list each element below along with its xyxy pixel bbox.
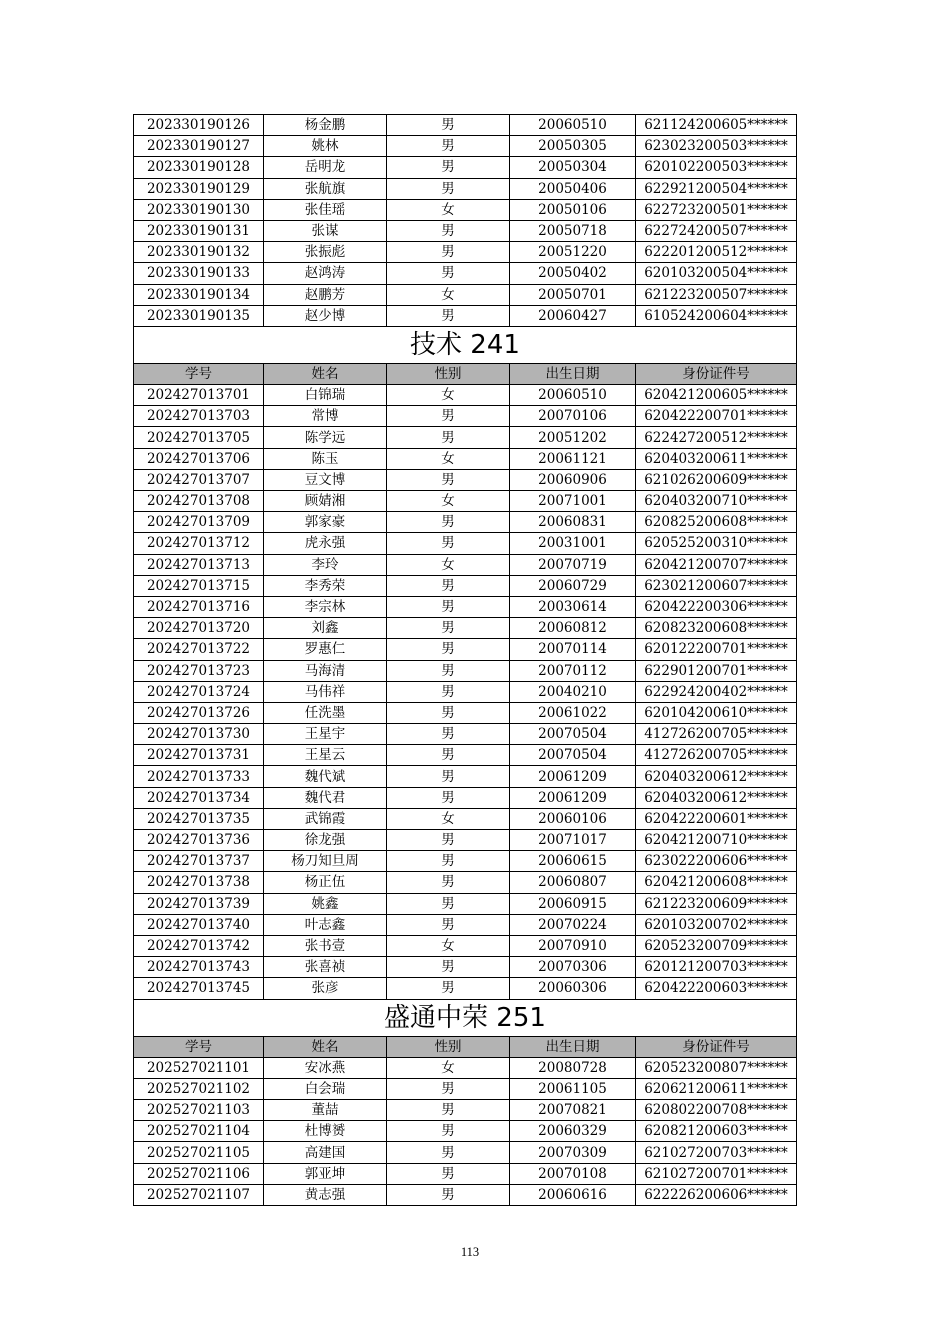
gender-cell: 男 [387,639,510,660]
gender-cell: 男 [387,1184,510,1205]
gender-cell: 男 [387,136,510,157]
birth-date-cell: 20060831 [510,512,636,533]
birth-date-cell: 20050406 [510,178,636,199]
student-id-cell: 202427013707 [134,469,264,490]
name-cell: 王星宇 [264,724,387,745]
gender-cell: 男 [387,702,510,723]
gender-cell: 男 [387,1142,510,1163]
gender-cell: 男 [387,787,510,808]
id-number-cell: 620403200710****** [636,491,797,512]
student-id-cell: 202427013712 [134,533,264,554]
table-row [134,935,797,956]
name-cell: 张喜祯 [264,957,387,978]
gender-cell: 男 [387,1121,510,1142]
table-header-row [134,1036,797,1057]
student-id-cell: 202427013724 [134,681,264,702]
id-number-cell: 620403200612****** [636,787,797,808]
id-number-cell: 620403200612****** [636,766,797,787]
birth-date-cell: 20061022 [510,702,636,723]
table-row [134,115,797,136]
name-cell: 陈学远 [264,427,387,448]
birth-date-cell: 20061121 [510,448,636,469]
student-id-cell: 202427013716 [134,596,264,617]
birth-date-cell: 20071001 [510,491,636,512]
id-number-cell: 622924200402****** [636,681,797,702]
student-id-cell: 202427013701 [134,385,264,406]
id-number-cell: 620403200611****** [636,448,797,469]
birth-date-cell: 20061105 [510,1078,636,1099]
birth-date-cell: 20070224 [510,914,636,935]
gender-cell: 男 [387,575,510,596]
name-cell: 安冰燕 [264,1057,387,1078]
student-id-cell: 202427013706 [134,448,264,469]
name-cell: 马伟祥 [264,681,387,702]
birth-date-cell: 20050718 [510,220,636,241]
gender-cell: 男 [387,469,510,490]
birth-date-cell: 20060729 [510,575,636,596]
gender-cell: 女 [387,448,510,469]
birth-date-cell: 20070504 [510,745,636,766]
student-id-cell: 202427013726 [134,702,264,723]
id-number-cell: 620422200306****** [636,596,797,617]
gender-cell: 男 [387,681,510,702]
column-header: 身份证件号 [636,1036,797,1057]
table-row [134,178,797,199]
birth-date-cell: 20050402 [510,263,636,284]
column-header: 出生日期 [510,1036,636,1057]
table-row [134,427,797,448]
birth-date-cell: 20060807 [510,872,636,893]
table-row [134,1121,797,1142]
id-number-cell: 620422200601****** [636,808,797,829]
id-number-cell: 621124200605****** [636,115,797,136]
birth-date-cell: 20071017 [510,830,636,851]
birth-date-cell: 20060915 [510,893,636,914]
gender-cell: 男 [387,596,510,617]
name-cell: 杨正伍 [264,872,387,893]
table-row [134,724,797,745]
id-number-cell: 620421200707****** [636,554,797,575]
id-number-cell: 620421200608****** [636,872,797,893]
table-row [134,533,797,554]
name-cell: 虎永强 [264,533,387,554]
name-cell: 赵少博 [264,305,387,326]
student-id-cell: 202330190135 [134,305,264,326]
id-number-cell: 622427200512****** [636,427,797,448]
column-header: 出生日期 [510,363,636,384]
birth-date-cell: 20050701 [510,284,636,305]
id-number-cell: 610524200604****** [636,305,797,326]
birth-date-cell: 20050305 [510,136,636,157]
id-number-cell: 620121200703****** [636,957,797,978]
id-number-cell: 621026200609****** [636,469,797,490]
table-row [134,618,797,639]
table-row [134,596,797,617]
name-cell: 魏代君 [264,787,387,808]
student-id-cell: 202427013720 [134,618,264,639]
column-header: 性别 [387,363,510,384]
name-cell: 张振彪 [264,242,387,263]
gender-cell: 男 [387,178,510,199]
birth-date-cell: 20070910 [510,935,636,956]
column-header: 姓名 [264,1036,387,1057]
id-number-cell: 620103200702****** [636,914,797,935]
gender-cell: 男 [387,427,510,448]
gender-cell: 女 [387,199,510,220]
birth-date-cell: 20080728 [510,1057,636,1078]
birth-date-cell: 20070504 [510,724,636,745]
gender-cell: 女 [387,1057,510,1078]
gender-cell: 男 [387,533,510,554]
id-number-cell: 622724200507****** [636,220,797,241]
id-number-cell: 620823200608****** [636,618,797,639]
name-cell: 杨金鹏 [264,115,387,136]
name-cell: 常博 [264,406,387,427]
birth-date-cell: 20060510 [510,385,636,406]
id-number-cell: 620102200503****** [636,157,797,178]
birth-date-cell: 20061209 [510,766,636,787]
id-number-cell: 622921200504****** [636,178,797,199]
id-number-cell: 623021200607****** [636,575,797,596]
class-section-title: 技术 241 [134,326,797,363]
student-id-cell: 202330190133 [134,263,264,284]
table-row [134,872,797,893]
id-number-cell: 622201200512****** [636,242,797,263]
table-row [134,787,797,808]
table-row [134,575,797,596]
name-cell: 姚林 [264,136,387,157]
name-cell: 马海清 [264,660,387,681]
table-row [134,639,797,660]
birth-date-cell: 20070821 [510,1100,636,1121]
gender-cell: 男 [387,305,510,326]
gender-cell: 男 [387,660,510,681]
id-number-cell: 620422200603****** [636,978,797,999]
id-number-cell: 620525200310****** [636,533,797,554]
class-section-title-row [134,326,797,363]
student-id-cell: 202427013745 [134,978,264,999]
table-row [134,893,797,914]
name-cell: 杨刀知旦周 [264,851,387,872]
student-id-cell: 202330190131 [134,220,264,241]
id-number-cell: 620122200701****** [636,639,797,660]
gender-cell: 男 [387,893,510,914]
name-cell: 张彦 [264,978,387,999]
id-number-cell: 620621200611****** [636,1078,797,1099]
name-cell: 叶志鑫 [264,914,387,935]
student-id-cell: 202427013743 [134,957,264,978]
student-id-cell: 202330190128 [134,157,264,178]
name-cell: 张谋 [264,220,387,241]
student-id-cell: 202330190127 [134,136,264,157]
name-cell: 陈玉 [264,448,387,469]
gender-cell: 女 [387,385,510,406]
id-number-cell: 620825200608****** [636,512,797,533]
student-id-cell: 202527021104 [134,1121,264,1142]
gender-cell: 男 [387,263,510,284]
column-header: 姓名 [264,363,387,384]
student-id-cell: 202527021106 [134,1163,264,1184]
name-cell: 黄志强 [264,1184,387,1205]
table-row [134,136,797,157]
student-id-cell: 202427013730 [134,724,264,745]
column-header: 学号 [134,363,264,384]
student-id-cell: 202427013703 [134,406,264,427]
table-row [134,745,797,766]
gender-cell: 男 [387,242,510,263]
id-number-cell: 623022200606****** [636,851,797,872]
name-cell: 徐龙强 [264,830,387,851]
name-cell: 高建国 [264,1142,387,1163]
class-section-title: 盛通中荣 251 [134,999,797,1036]
birth-date-cell: 20051220 [510,242,636,263]
id-number-cell: 620104200610****** [636,702,797,723]
id-number-cell: 620421200605****** [636,385,797,406]
gender-cell: 男 [387,957,510,978]
birth-date-cell: 20060306 [510,978,636,999]
gender-cell: 男 [387,1100,510,1121]
student-id-cell: 202427013709 [134,512,264,533]
table-row [134,830,797,851]
student-id-cell: 202427013740 [134,914,264,935]
gender-cell: 男 [387,978,510,999]
birth-date-cell: 20070306 [510,957,636,978]
name-cell: 张航旗 [264,178,387,199]
table-row [134,957,797,978]
birth-date-cell: 20030614 [510,596,636,617]
birth-date-cell: 20070108 [510,1163,636,1184]
name-cell: 武锦霞 [264,808,387,829]
name-cell: 赵鹏芳 [264,284,387,305]
id-number-cell: 622901200701****** [636,660,797,681]
id-number-cell: 621223200609****** [636,893,797,914]
column-header: 身份证件号 [636,363,797,384]
gender-cell: 女 [387,935,510,956]
gender-cell: 女 [387,808,510,829]
birth-date-cell: 20060510 [510,115,636,136]
column-header: 学号 [134,1036,264,1057]
id-number-cell: 412726200705****** [636,724,797,745]
gender-cell: 男 [387,220,510,241]
id-number-cell: 621027200703****** [636,1142,797,1163]
gender-cell: 男 [387,406,510,427]
table-row [134,1100,797,1121]
birth-date-cell: 20050106 [510,199,636,220]
student-id-cell: 202527021101 [134,1057,264,1078]
name-cell: 王星云 [264,745,387,766]
student-id-cell: 202427013739 [134,893,264,914]
birth-date-cell: 20060906 [510,469,636,490]
name-cell: 刘鑫 [264,618,387,639]
id-number-cell: 621027200701****** [636,1163,797,1184]
table-row [134,554,797,575]
table-row [134,1057,797,1078]
table-header-row [134,363,797,384]
name-cell: 杜博赟 [264,1121,387,1142]
gender-cell: 女 [387,284,510,305]
id-number-cell: 620523200709****** [636,935,797,956]
student-id-cell: 202427013737 [134,851,264,872]
gender-cell: 男 [387,851,510,872]
table-body [134,115,797,1206]
student-id-cell: 202427013713 [134,554,264,575]
gender-cell: 男 [387,1163,510,1184]
student-id-cell: 202330190132 [134,242,264,263]
birth-date-cell: 20050304 [510,157,636,178]
id-number-cell: 621223200507****** [636,284,797,305]
gender-cell: 女 [387,491,510,512]
table-row [134,305,797,326]
table-row [134,1184,797,1205]
birth-date-cell: 20070114 [510,639,636,660]
table-row [134,1163,797,1184]
table-row [134,766,797,787]
name-cell: 董喆 [264,1100,387,1121]
page-number: 113 [460,1245,480,1259]
student-id-cell: 202330190130 [134,199,264,220]
birth-date-cell: 20070309 [510,1142,636,1163]
name-cell: 姚鑫 [264,893,387,914]
id-number-cell: 622226200606****** [636,1184,797,1205]
table-row [134,512,797,533]
student-id-cell: 202427013705 [134,427,264,448]
table-row [134,681,797,702]
gender-cell: 男 [387,1078,510,1099]
birth-date-cell: 20060329 [510,1121,636,1142]
table-row [134,448,797,469]
birth-date-cell: 20070106 [510,406,636,427]
name-cell: 岳明龙 [264,157,387,178]
gender-cell: 男 [387,830,510,851]
birth-date-cell: 20060812 [510,618,636,639]
birth-date-cell: 20070112 [510,660,636,681]
student-id-cell: 202527021107 [134,1184,264,1205]
student-id-cell: 202330190129 [134,178,264,199]
gender-cell: 男 [387,157,510,178]
name-cell: 任洗墨 [264,702,387,723]
student-id-cell: 202427013735 [134,808,264,829]
student-id-cell: 202527021103 [134,1100,264,1121]
id-number-cell: 622723200501****** [636,199,797,220]
student-id-cell: 202427013736 [134,830,264,851]
table-row [134,914,797,935]
id-number-cell: 620422200701****** [636,406,797,427]
student-id-cell: 202427013722 [134,639,264,660]
gender-cell: 男 [387,115,510,136]
name-cell: 李秀荣 [264,575,387,596]
table-row [134,702,797,723]
table-row [134,808,797,829]
student-id-cell: 202427013734 [134,787,264,808]
table-row [134,385,797,406]
student-id-cell: 202427013738 [134,872,264,893]
name-cell: 顾婧湘 [264,491,387,512]
table-row [134,851,797,872]
id-number-cell: 620821200603****** [636,1121,797,1142]
table-row [134,406,797,427]
table-row [134,1078,797,1099]
student-id-cell: 202330190126 [134,115,264,136]
name-cell: 李玲 [264,554,387,575]
birth-date-cell: 20060616 [510,1184,636,1205]
birth-date-cell: 20040210 [510,681,636,702]
birth-date-cell: 20061209 [510,787,636,808]
table-row [134,1142,797,1163]
student-id-cell: 202427013723 [134,660,264,681]
table-row [134,220,797,241]
table-row [134,263,797,284]
gender-cell: 男 [387,618,510,639]
name-cell: 郭亚坤 [264,1163,387,1184]
id-number-cell: 412726200705****** [636,745,797,766]
column-header: 性别 [387,1036,510,1057]
name-cell: 郭家豪 [264,512,387,533]
student-id-cell: 202527021102 [134,1078,264,1099]
student-roster-table [133,114,797,1206]
student-id-cell: 202427013733 [134,766,264,787]
gender-cell: 男 [387,724,510,745]
id-number-cell: 620103200504****** [636,263,797,284]
birth-date-cell: 20060615 [510,851,636,872]
student-id-cell: 202427013708 [134,491,264,512]
birth-date-cell: 20051202 [510,427,636,448]
birth-date-cell: 20070719 [510,554,636,575]
name-cell: 罗惠仁 [264,639,387,660]
gender-cell: 男 [387,512,510,533]
table-row [134,157,797,178]
table-row [134,284,797,305]
table-row [134,660,797,681]
name-cell: 魏代斌 [264,766,387,787]
student-id-cell: 202527021105 [134,1142,264,1163]
table-row [134,199,797,220]
student-id-cell: 202427013715 [134,575,264,596]
birth-date-cell: 20031001 [510,533,636,554]
table-row [134,978,797,999]
table-row [134,491,797,512]
student-id-cell: 202330190134 [134,284,264,305]
name-cell: 赵鸿涛 [264,263,387,284]
gender-cell: 男 [387,914,510,935]
gender-cell: 男 [387,745,510,766]
birth-date-cell: 20060106 [510,808,636,829]
id-number-cell: 620802200708****** [636,1100,797,1121]
gender-cell: 男 [387,872,510,893]
id-number-cell: 620523200807****** [636,1057,797,1078]
table-row [134,242,797,263]
id-number-cell: 623023200503****** [636,136,797,157]
name-cell: 白会瑞 [264,1078,387,1099]
name-cell: 张佳瑶 [264,199,387,220]
id-number-cell: 620421200710****** [636,830,797,851]
name-cell: 李宗林 [264,596,387,617]
student-id-cell: 202427013742 [134,935,264,956]
name-cell: 豆文博 [264,469,387,490]
student-id-cell: 202427013731 [134,745,264,766]
class-section-title-row [134,999,797,1036]
gender-cell: 男 [387,766,510,787]
table-row [134,469,797,490]
name-cell: 白锦瑞 [264,385,387,406]
birth-date-cell: 20060427 [510,305,636,326]
gender-cell: 女 [387,554,510,575]
name-cell: 张书壹 [264,935,387,956]
